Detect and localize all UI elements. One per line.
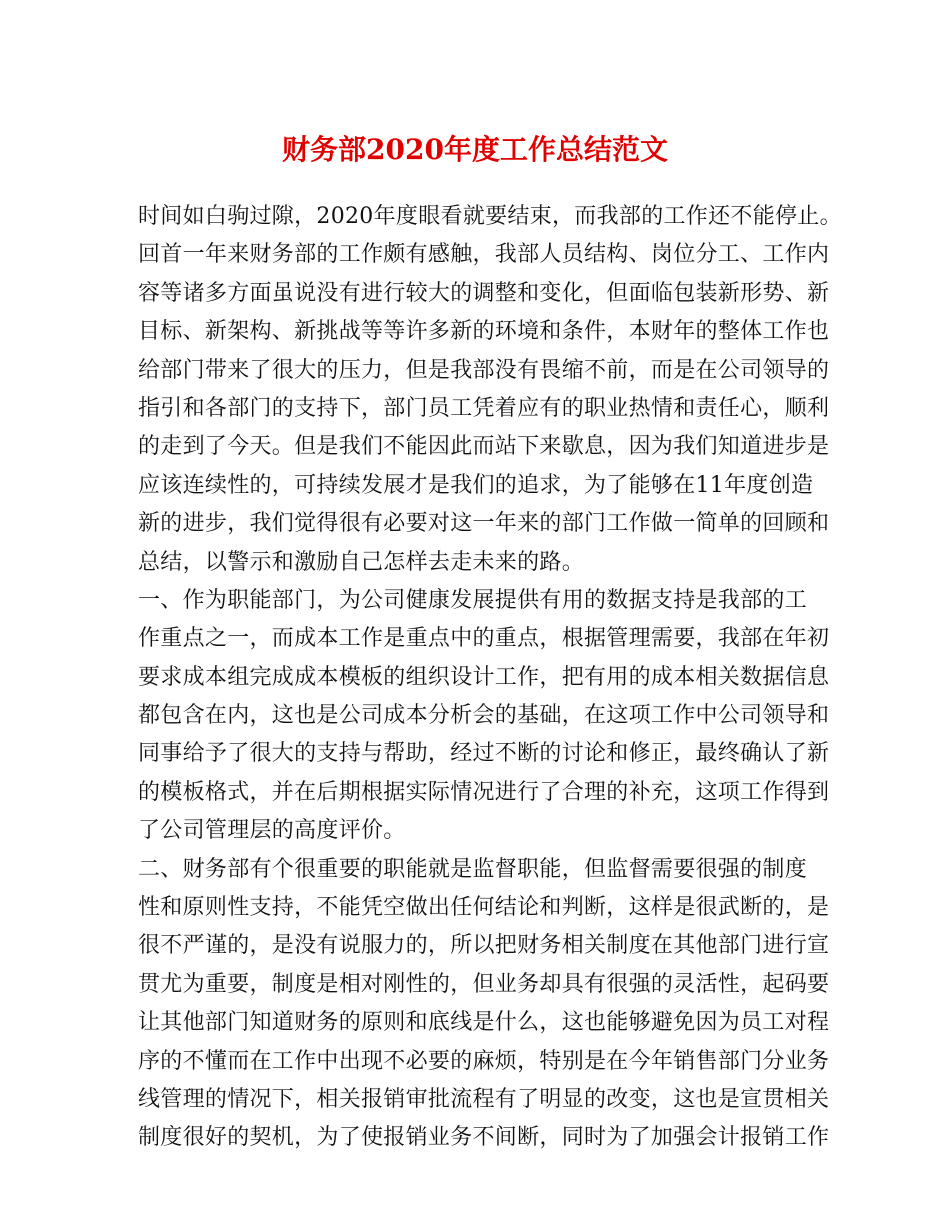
body-text-line: 性和原则性支持，不能凭空做出任何结论和判断，这样是很武断的，是 [138,895,830,921]
body-text-line: 回首一年来财务部的工作颇有感触，我部人员结构、岗位分工、工作内 [138,242,830,268]
body-text-line: 序的不懂而在工作中出现不必要的麻烦，特别是在今年销售部门分业务 [138,1048,830,1074]
document-title: 财务部2020年度工作总结范文 [282,133,668,166]
body-text-line: 很不严谨的，是没有说服力的，所以把财务相关制度在其他部门进行宣 [138,933,830,959]
body-text-line: 容等诸多方面虽说没有进行较大的调整和变化，但面临包装新形势、新 [138,280,830,306]
body-text-line: 要求成本组完成成本模板的组织设计工作，把有用的成本相关数据信息 [138,664,830,690]
body-text-line: 同事给予了很大的支持与帮助，经过不断的讨论和修正，最终确认了新 [138,741,830,767]
body-text-line: 都包含在内，这也是公司成本分析会的基础，在这项工作中公司领导和 [138,703,830,729]
body-text-line: 目标、新架构、新挑战等等许多新的环境和条件，本财年的整体工作也 [138,319,830,345]
document-body [138,198,842,1158]
body-text-line: 的走到了今天。但是我们不能因此而站下来歇息，因为我们知道进步是 [138,434,830,460]
body-text-line: 作重点之一，而成本工作是重点中的重点，根据管理需要，我部在年初 [138,626,830,652]
body-text-line: 线管理的情况下，相关报销审批流程有了明显的改变，这也是宣贯相关 [138,1086,830,1112]
body-text-line: 二、财务部有个很重要的职能就是监督职能，但监督需要很强的制度 [138,856,808,882]
body-text-line: 制度很好的契机，为了使报销业务不间断，同时为了加强会计报销工作 [138,1125,830,1151]
body-text-line: 让其他部门知道财务的原则和底线是什么，这也能够避免因为员工对程 [138,1010,830,1036]
body-text-line: 贯尤为重要，制度是相对刚性的，但业务却具有很强的灵活性，起码要 [138,971,830,997]
body-text-line: 时间如白驹过隙，2020年度眼看就要结束，而我部的工作还不能停止。 [138,204,842,229]
body-text-line: 新的进步，我们觉得很有必要对这一年来的部门工作做一简单的回顾和 [138,511,830,537]
body-text-line: 总结，以警示和激励自己怎样去走未来的路。 [138,549,585,575]
body-text-line: 了公司管理层的高度评价。 [138,818,406,844]
body-text-line: 一、作为职能部门，为公司健康发展提供有用的数据支持是我部的工 [138,587,808,613]
body-text-line: 指引和各部门的支持下，部门员工凭着应有的职业热情和责任心，顺利 [138,395,830,421]
body-text-line: 的模板格式，并在后期根据实际情况进行了合理的补充，这项工作得到 [138,779,830,805]
body-text-line: 给部门带来了很大的压力，但是我部没有畏缩不前，而是在公司领导的 [138,357,830,383]
body-text-line: 应该连续性的，可持续发展才是我们的追求，为了能够在11年度创造 [138,472,814,498]
